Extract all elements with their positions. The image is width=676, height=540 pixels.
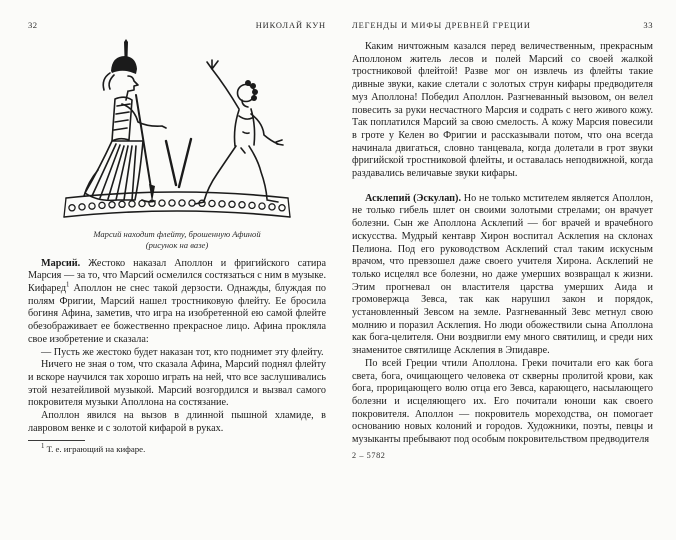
paragraph-body: Но не только мстителем является Аполлон, не только гибель шлет он своими золотыми стрелами; он врачует болезни. Сын же Аполлона Асклепий — бог врачей и врачебного искусства. Мудрый кентавр Хирон воспитал Асклепия на склонах Пелиона. Под его руководством Асклепий стал таким искусным врачом, что превзошел даже своего учителя Хирона. Асклепий не только исцелял все болезни, но даже умерших возвращал к жизни. Этим прогневал он властителя царства умерших Аида и громовержца Зевса, так как нарушил закон и порядок, установленный Зевсом на земле. Разгневанный Зевс метнул свою молнию и поразил Асклепия. Но люди обожествили сына Аполлона как бога-целителя. Они воздвигли ему много святилищ, и среди них знаменитое святилище Асклепия в Эпидавре. <box>352 192 653 357</box>
running-head-right <box>352 20 653 32</box>
paragraph-body: Аполлон не снес такой дерзости. Однажды, блуждая по полям Фригии, Марсий нашел тростниковую флейту. Ее бросила богиня Афина, заметив, что игра на изобретенной ею самой флейте обезображивает ее божественно прекрасное лицо. Афина прокляла свое изобретение и сказала: <box>28 283 327 345</box>
footnote <box>28 444 326 455</box>
paragraph-lead-marsyas: Марсий. <box>41 257 81 269</box>
paragraph: По всей Греции чтили Аполлона. Греки почитали его как бога света, бога, очищающего человека от скверны пролитой крови, как бога, прорицающего волю отца его Зевса, карающего, насылающего болезни и исцеляющего их. Его почитали юноши как своего покровителя. Аполлон — покровитель мореходства, он помогает основанию новых колоний и городов. Художники, поэты, певцы и музыканты пребывают под особым покровительством предводителя <box>352 357 653 446</box>
page-left <box>28 20 326 455</box>
paragraph: Ничего не зная о том, что сказала Афина, Марсий поднял флейту и вскоре научился так хорошо играть на ней, что все заслушивались этой незатейливой музыкой. Марсий возгордился и вызвал самого покровителя музыки Аполлона на состязание. <box>28 359 326 409</box>
paragraph-asclepius <box>352 193 653 358</box>
running-title-left: НИКОЛАЙ КУН <box>255 21 326 30</box>
footnote-ref: 1 <box>66 281 70 289</box>
footnote-block <box>28 440 326 455</box>
footnote-marker: 1 <box>41 443 45 451</box>
page-right <box>352 20 653 460</box>
printers-signature-mark: 2 – 5782 <box>352 450 386 460</box>
caption-line-2: (рисунок на вазе) <box>145 239 209 250</box>
vase-base <box>64 192 290 217</box>
falling-flutes <box>166 139 191 187</box>
vase-drawing-illustration <box>62 38 292 226</box>
marsyas-figure <box>195 60 283 204</box>
footnote-rule <box>28 440 85 441</box>
paragraph: Каким ничтожным казался перед величественным, прекрасным Аполлоном житель лесов и полей Марсий со своей жалкой тростниковой флейтой! Разве мог он извлечь из флейты такие дивные звуки, какие слетали с золотых струн кифары предводителя муз Аполлона! Победил Аполлон. Разгневанный вызовом, он велел повесить за руки несчастного Марсия и содрать с него живого кожу. Так поплатился Марсий за свою смелость. А кожу Марсия повесили в гроте у Келен во Фригии и рассказывали потом, что она всегда начинала двигаться, словно танцевала, когда долетали в грот звуки фригийской тростниковой флейты, и оставалась неподвижной, когда раздавались величавые звуки кифары. <box>352 41 653 180</box>
athena-figure <box>84 39 166 202</box>
left-page-text <box>28 258 326 436</box>
running-title-right: ЛЕГЕНДЫ И МИФЫ ДРЕВНЕЙ ГРЕЦИИ <box>352 21 531 30</box>
running-head-left <box>28 20 326 32</box>
paragraph: Аполлон явился на вызов в длинной пышной хламиде, в лавровом венке и с золотой кифарой в руках. <box>28 410 326 434</box>
paragraph-quote: — Пусть же жестоко будет наказан тот, кто поднимет эту флейту. <box>41 346 324 358</box>
page-number-left: 32 <box>28 20 38 30</box>
caption-line-1: Марсий находит флейту, брошенную Афиной <box>93 229 261 239</box>
right-page-text <box>352 41 653 447</box>
paragraph-body: Жестоко наказал Аполлон и фригийского сатира Марсия — за то, что Марсий осмелился состязаться с ним в музыке. Кифаред <box>28 257 327 294</box>
paragraph-marsyas <box>28 258 326 347</box>
page-number-right: 33 <box>643 20 653 30</box>
paragraph-lead-asclepius: Асклепий (Эскулап). <box>365 192 461 204</box>
footnote-text: Т. е. играющий на кифаре. <box>46 444 146 455</box>
illustration-caption <box>28 229 326 251</box>
